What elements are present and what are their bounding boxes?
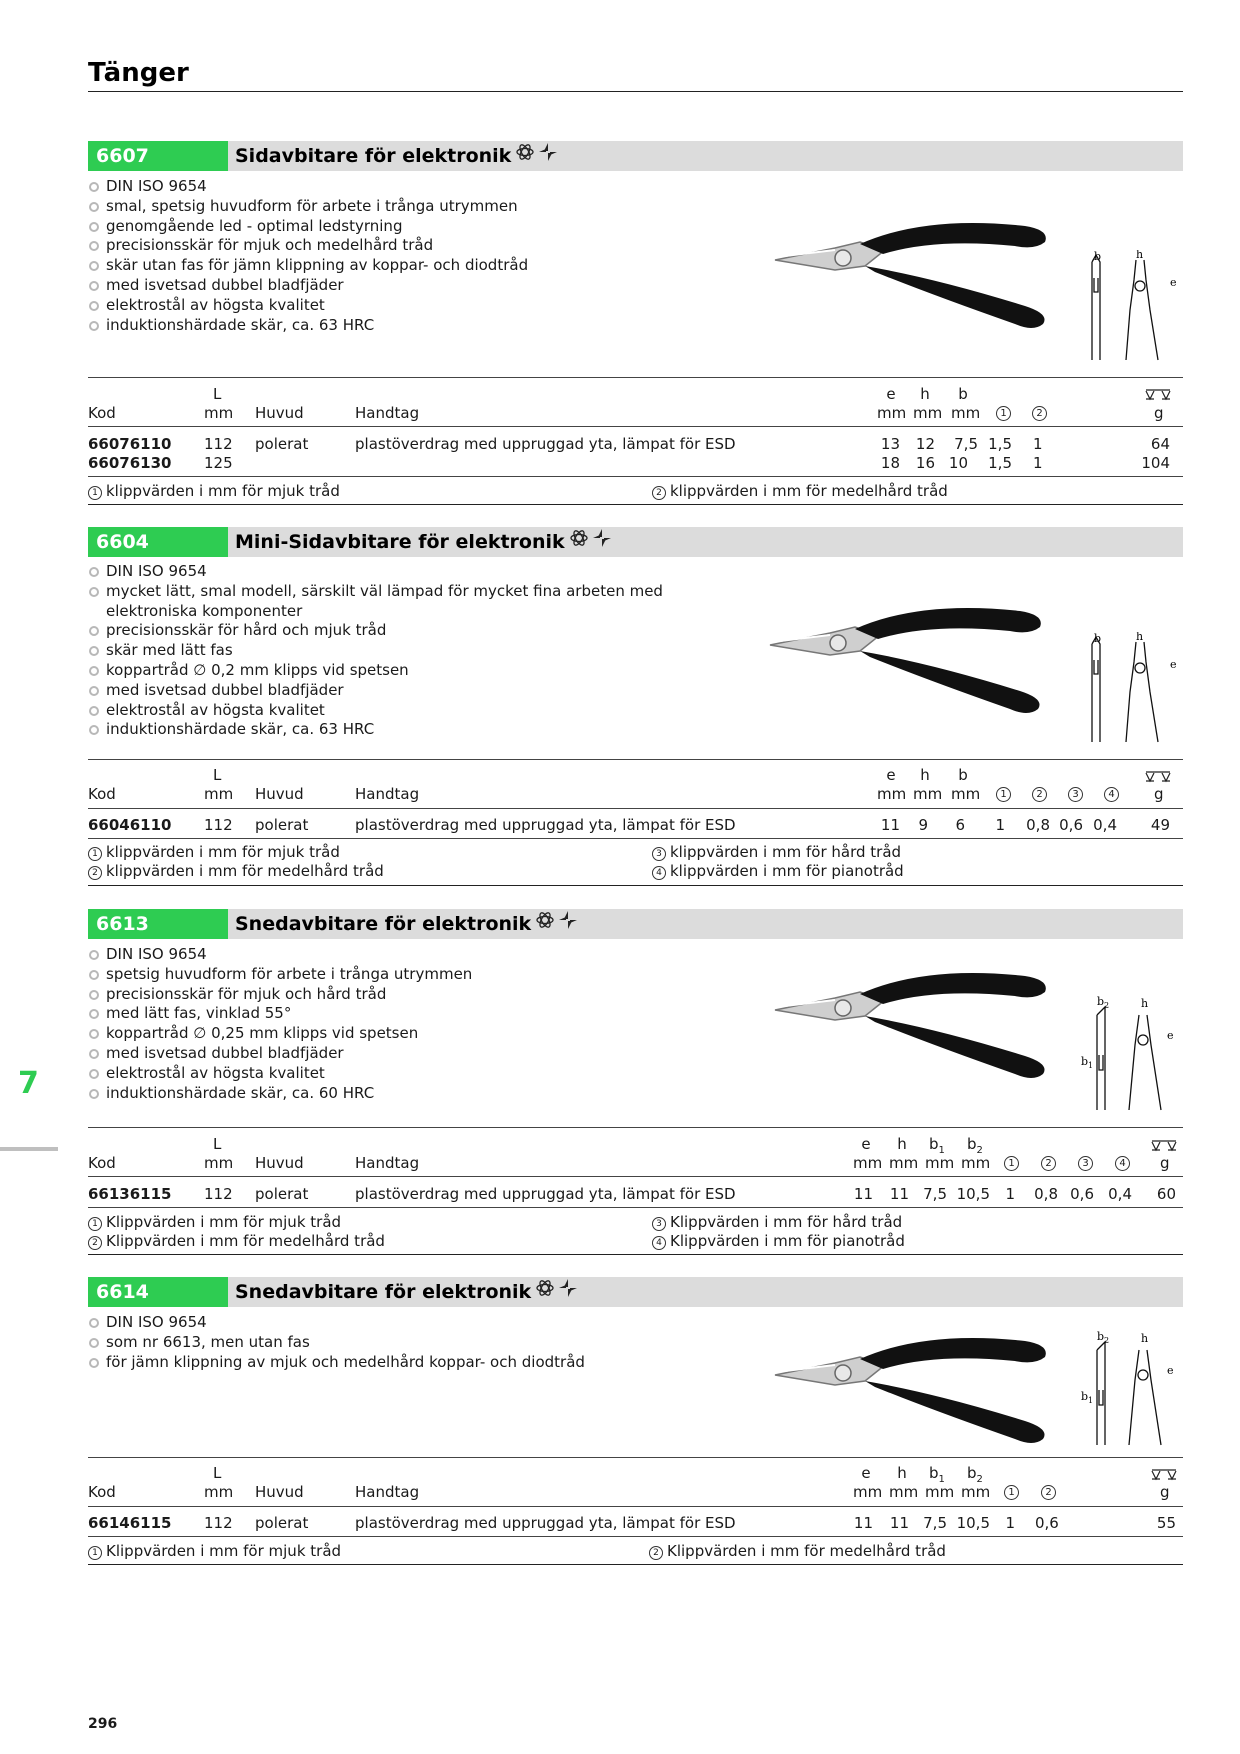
footnote: 1 Klippvärden i mm för mjuk tråd [88,1213,341,1232]
list-item: genomgående led - optimal ledstyrning [88,217,528,237]
table-row-kod: 66146115 [88,1514,172,1532]
col-header-g: g [1154,404,1164,422]
svg-text:b: b [1094,250,1102,263]
list-item: DIN ISO 9654 [88,177,528,197]
section-header-6607 [88,141,1183,171]
table-row-kod: 66076110 [88,435,172,453]
table-row-kod: 66076130 [88,454,172,472]
dimension-drawing [1078,250,1188,365]
svg-text:h: h [1141,997,1149,1010]
footnote: 1 Klippvärden i mm för mjuk tråd [88,1542,341,1561]
list-item: skär med lätt fas [88,641,756,661]
table-row-kod: 66136115 [88,1185,172,1203]
section-header-6614 [88,1277,1183,1307]
footnote: 2 Klippvärden i mm för medelhård tråd [649,1542,946,1561]
list-item: elektrostål av högsta kvalitet [88,1064,472,1084]
footnote: 2 Klippvärden i mm för medelhård tråd [88,1232,385,1251]
chapter-marker [0,1147,58,1151]
svg-text:b2: $b_2$ [1097,995,1110,1010]
weight-scale-icon [1144,386,1172,406]
list-item: precisionsskär för hård och mjuk tråd [88,621,756,641]
footnote: 3 Klippvärden i mm för hård tråd [652,1213,902,1232]
section-title: Mini-Sidavbitare för elektronik [235,531,565,553]
footnote: 3 klippvärden i mm för hård tråd [652,843,901,862]
list-item: med lätt fas, vinklad 55° [88,1004,472,1024]
footnote: 2 klippvärden i mm för medelhård tråd [652,482,948,501]
col-header-b: b [958,385,968,403]
dimension-drawing [1075,1330,1185,1450]
section-number: 6613 [88,909,228,939]
page-title: Tänger [88,58,189,88]
title-rule [88,91,1183,92]
pliers-illustration [765,1335,1065,1455]
esd-icon [515,141,559,172]
list-item: med isvetsad dubbel bladfjäder [88,276,528,296]
list-item: med isvetsad dubbel bladfjäder [88,681,756,701]
col-header-circle-2: 2 [1032,404,1047,423]
list-item: för jämn klippning av mjuk och medelhård koppar- och diodtråd [88,1353,585,1373]
col-header-circle-1: 1 [996,404,1011,423]
svg-text:b1: $b_1$ [1081,1055,1094,1070]
table-row-kod: 66046110 [88,816,172,834]
col-header-h: h [920,385,930,403]
list-item: DIN ISO 9654 [88,1313,585,1333]
section-title: Snedavbitare för elektronik [235,1281,532,1303]
svg-text:e: e [1167,1029,1174,1042]
col-header-mm: mm [204,404,234,422]
esd-icon [569,527,613,558]
list-item: induktionshärdade skär, ca. 63 HRC [88,720,756,740]
esd-icon [535,909,579,940]
list-item: elektrostål av högsta kvalitet [88,701,756,721]
page-number: 296 [88,1716,118,1732]
svg-text:e: e [1170,658,1177,671]
col-header-kod: Kod [88,404,116,422]
dimension-drawing [1078,632,1188,747]
list-item: induktionshärdade skär, ca. 60 HRC [88,1084,472,1104]
svg-text:e: e [1170,276,1177,289]
col-header-e: e [886,385,896,403]
esd-icon [535,1277,579,1308]
svg-text:b: b [1094,632,1102,645]
feature-list-6607 [88,177,528,335]
svg-text:b1: $b_1$ [1081,1390,1094,1405]
footnote: 2 klippvärden i mm för medelhård tråd [88,862,384,881]
pliers-illustration [765,220,1065,340]
section-title: Snedavbitare för elektronik [235,913,532,935]
footnote: 4 klippvärden i mm för pianotråd [652,862,904,881]
list-item: elektrostål av högsta kvalitet [88,296,528,316]
list-item: DIN ISO 9654 [88,945,472,965]
list-item: precisionsskär för mjuk och medelhård tråd [88,236,528,256]
list-item: med isvetsad dubbel bladfjäder [88,1044,472,1064]
svg-text:e: e [1167,1364,1174,1377]
list-item: induktionshärdade skär, ca. 63 HRC [88,316,528,336]
col-header-length: L [213,385,222,403]
section-title: Sidavbitare för elektronik [235,145,512,167]
col-header-handtag: Handtag [355,404,420,422]
footnote: 1 klippvärden i mm för mjuk tråd [88,843,340,862]
list-item: koppartråd ∅ 0,25 mm klipps vid spetsen [88,1024,472,1044]
list-item: DIN ISO 9654 [88,562,756,582]
list-item: spetsig huvudform för arbete i trånga utrymmen [88,965,472,985]
section-header-6613 [88,909,1183,939]
svg-text:h: h [1136,632,1144,643]
svg-text:h: h [1141,1332,1149,1345]
list-item: mycket lätt, smal modell, särskilt väl lämpad för mycket fina arbeten med elektroniska komponenter [88,582,756,622]
dimension-drawing [1075,995,1185,1115]
chapter-number: 7 [18,1066,39,1101]
pliers-illustration [765,970,1065,1090]
pliers-illustration [760,605,1060,725]
list-item: precisionsskär för mjuk och hård tråd [88,985,472,1005]
footnote: 1 klippvärden i mm för mjuk tråd [88,482,340,501]
feature-list-6614 [88,1313,585,1372]
svg-text:h: h [1136,250,1144,261]
list-item: som nr 6613, men utan fas [88,1333,585,1353]
svg-text:b2: $b_2$ [1097,1330,1110,1345]
section-header-6604 [88,527,1183,557]
list-item: skär utan fas för jämn klippning av koppar- och diodtråd [88,256,528,276]
section-number: 6604 [88,527,228,557]
section-number: 6607 [88,141,228,171]
list-item: koppartråd ∅ 0,2 mm klipps vid spetsen [88,661,756,681]
col-header-huvud: Huvud [255,404,304,422]
footnote: 4 Klippvärden i mm för pianotråd [652,1232,905,1251]
feature-list-6613 [88,945,472,1103]
list-item: smal, spetsig huvudform för arbete i trånga utrymmen [88,197,528,217]
section-number: 6614 [88,1277,228,1307]
feature-list-6604 [88,562,756,740]
